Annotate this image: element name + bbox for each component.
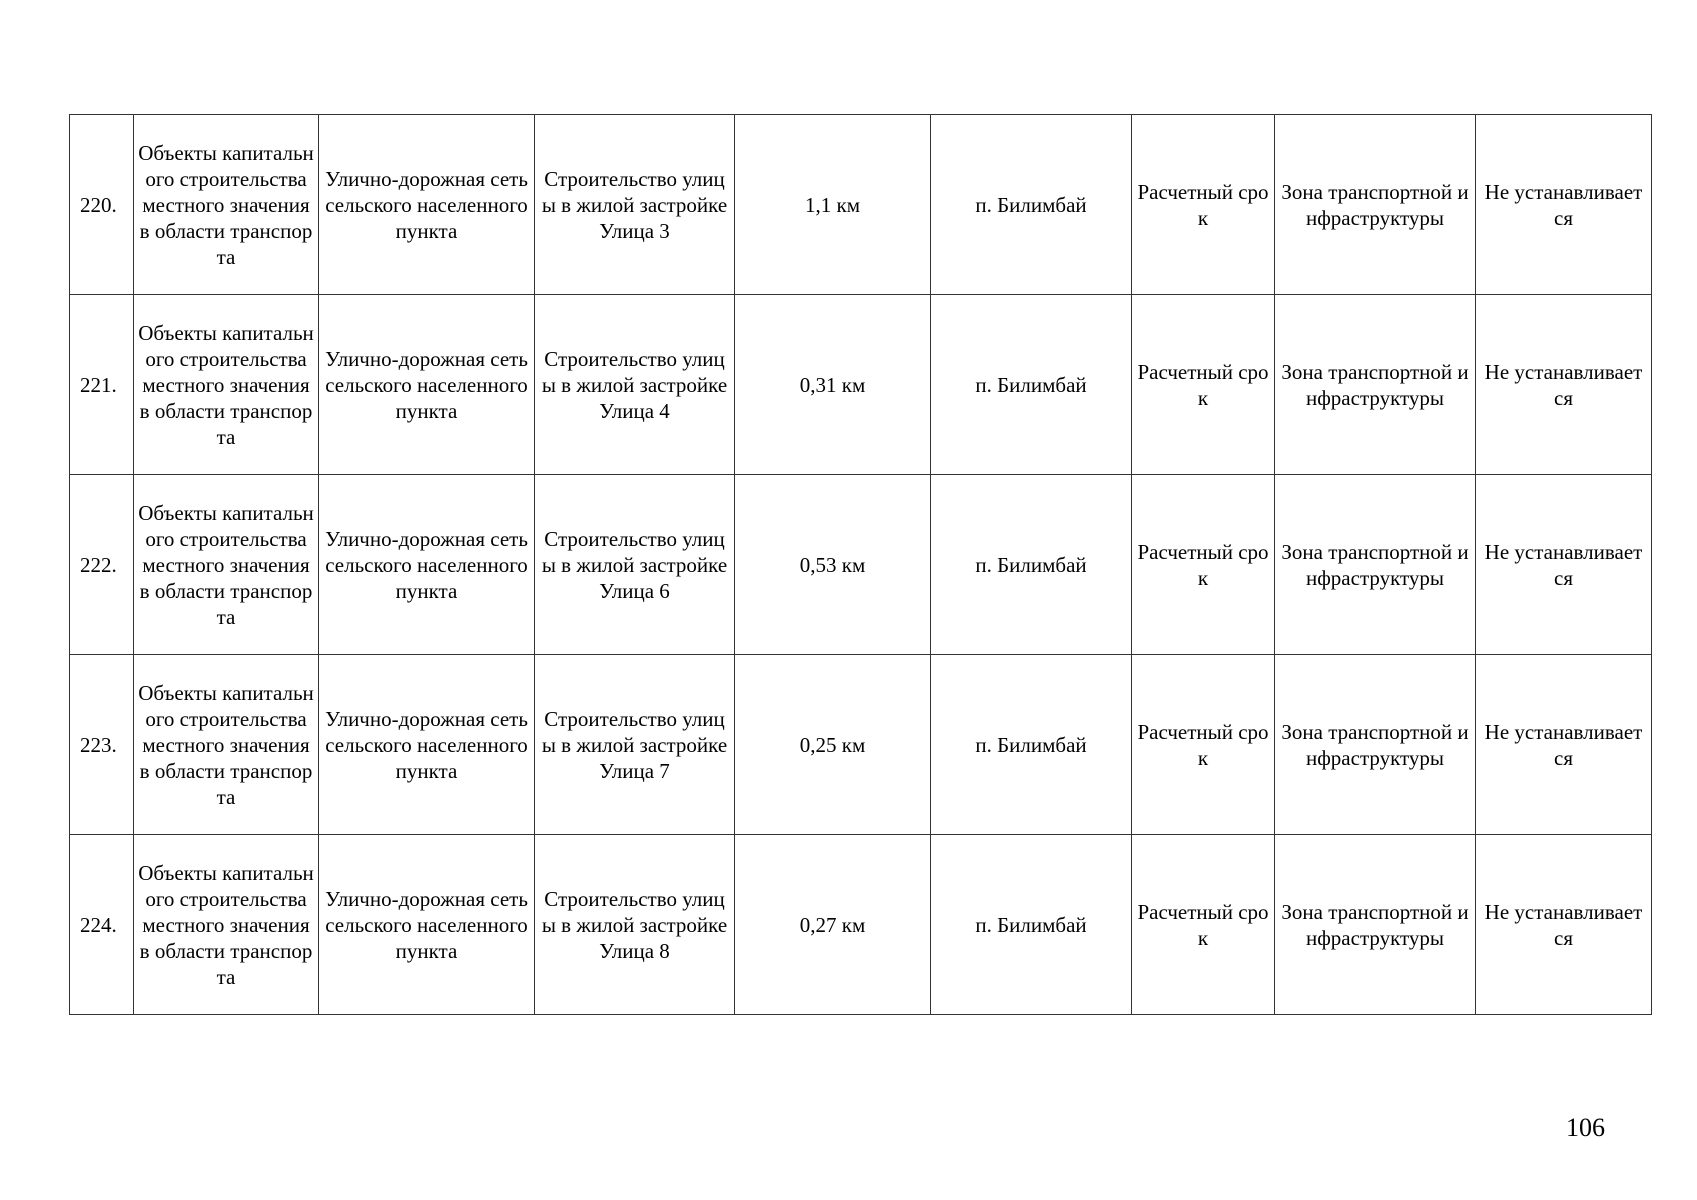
implementation-term: Расчетный срок [1132, 475, 1275, 655]
object-category: Объекты капитального строительства местного значения в области транспорта [134, 295, 319, 475]
row-number: 220. [70, 115, 134, 295]
functional-zone: Зона транспортной инфраструктуры [1275, 475, 1476, 655]
object-location: п. Билимбай [931, 295, 1132, 475]
table-row [70, 835, 1652, 1015]
restriction-zone: Не устанавливается [1476, 295, 1652, 475]
object-type: Улично-дорожная сеть сельского населенного пункта [319, 835, 535, 1015]
object-location: п. Билимбай [931, 475, 1132, 655]
row-number: 223. [70, 655, 134, 835]
restriction-zone: Не устанавливается [1476, 835, 1652, 1015]
implementation-term: Расчетный срок [1132, 295, 1275, 475]
table-row [70, 115, 1652, 295]
table-row [70, 655, 1652, 835]
object-type: Улично-дорожная сеть сельского населенного пункта [319, 475, 535, 655]
page-number: 106 [1566, 1113, 1605, 1142]
object-category: Объекты капитального строительства местного значения в области транспорта [134, 475, 319, 655]
object-category: Объекты капитального строительства местного значения в области транспорта [134, 115, 319, 295]
functional-zone: Зона транспортной инфраструктуры [1275, 115, 1476, 295]
row-number: 222. [70, 475, 134, 655]
implementation-term: Расчетный срок [1132, 655, 1275, 835]
object-type: Улично-дорожная сеть сельского населенного пункта [319, 655, 535, 835]
table-row [70, 475, 1652, 655]
object-type: Улично-дорожная сеть сельского населенного пункта [319, 115, 535, 295]
object-name: Строительство улицы в жилой застройке Улица 7 [535, 655, 735, 835]
object-length: 0,27 км [735, 835, 931, 1015]
objects-table [69, 114, 1652, 1015]
restriction-zone: Не устанавливается [1476, 475, 1652, 655]
object-name: Строительство улицы в жилой застройке Улица 8 [535, 835, 735, 1015]
object-location: п. Билимбай [931, 115, 1132, 295]
functional-zone: Зона транспортной инфраструктуры [1275, 295, 1476, 475]
table-body [70, 115, 1652, 1015]
functional-zone: Зона транспортной инфраструктуры [1275, 835, 1476, 1015]
object-length: 1,1 км [735, 115, 931, 295]
implementation-term: Расчетный срок [1132, 115, 1275, 295]
object-location: п. Билимбай [931, 655, 1132, 835]
restriction-zone: Не устанавливается [1476, 115, 1652, 295]
object-category: Объекты капитального строительства местного значения в области транспорта [134, 655, 319, 835]
object-location: п. Билимбай [931, 835, 1132, 1015]
object-type: Улично-дорожная сеть сельского населенного пункта [319, 295, 535, 475]
restriction-zone: Не устанавливается [1476, 655, 1652, 835]
object-name: Строительство улицы в жилой застройке Улица 3 [535, 115, 735, 295]
object-length: 0,25 км [735, 655, 931, 835]
row-number: 221. [70, 295, 134, 475]
object-length: 0,53 км [735, 475, 931, 655]
table-row [70, 295, 1652, 475]
implementation-term: Расчетный срок [1132, 835, 1275, 1015]
object-length: 0,31 км [735, 295, 931, 475]
object-name: Строительство улицы в жилой застройке Улица 6 [535, 475, 735, 655]
functional-zone: Зона транспортной инфраструктуры [1275, 655, 1476, 835]
object-category: Объекты капитального строительства местного значения в области транспорта [134, 835, 319, 1015]
object-name: Строительство улицы в жилой застройке Улица 4 [535, 295, 735, 475]
row-number: 224. [70, 835, 134, 1015]
